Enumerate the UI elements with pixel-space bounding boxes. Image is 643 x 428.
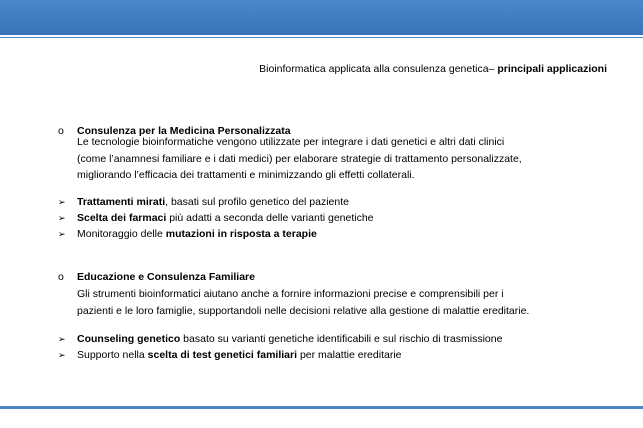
- list-item: [58, 212, 374, 224]
- paragraph-line: Le tecnologie bioinformatiche vengono utilizzate per integrare i dati genetici e altri dati clinici: [77, 136, 505, 148]
- list-item: [58, 349, 402, 361]
- item-bold-text: Scelta dei farmaci: [77, 212, 167, 224]
- slide-title-normal: Bioinformatica applicata alla consulenza genetica–: [259, 63, 498, 75]
- section-heading-family-counseling: [58, 271, 255, 283]
- footer-divider: [0, 406, 643, 409]
- arrow-bullet-icon: ➢: [58, 334, 66, 344]
- circle-bullet-icon: o: [58, 271, 64, 283]
- item-text: Monitoraggio delle: [77, 228, 166, 240]
- item-bold-text: mutazioni in risposta a terapie: [165, 228, 317, 240]
- section-paragraph: [77, 134, 522, 184]
- paragraph-line: Gli strumenti bioinformatici aiutano anche a fornire informazioni precise e comprensibili per i: [77, 288, 504, 300]
- header-divider: [0, 37, 643, 38]
- section-heading-text: Educazione e Consulenza Familiare: [77, 271, 255, 283]
- slide-title-bold: principali applicazioni: [497, 63, 607, 75]
- item-text: più adatti a seconda delle varianti genetiche: [166, 212, 374, 224]
- item-bold-text: Trattamenti mirati: [77, 196, 166, 208]
- item-text: per malattie ereditarie: [297, 349, 402, 361]
- item-text: basato su varianti genetiche identificabili e sul rischio di trasmissione: [180, 333, 503, 345]
- item-text: Supporto nella: [77, 349, 148, 361]
- arrow-bullet-icon: ➢: [58, 350, 66, 360]
- paragraph-line: migliorando l’efficacia dei trattamenti e minimizzando gli effetti collaterali.: [77, 169, 415, 181]
- item-bold-text: scelta di test genetici familiari: [147, 349, 298, 361]
- item-text: , basati sul profilo genetico del paziente: [165, 196, 349, 208]
- header-bar: [0, 0, 643, 35]
- item-bold-text: Counseling genetico: [77, 333, 181, 345]
- paragraph-line: pazienti e le loro famiglie, supportandoli nelle decisioni relative alla gestione di malattie ereditarie.: [77, 304, 530, 317]
- circle-bullet-icon: o: [58, 125, 64, 137]
- arrow-bullet-icon: ➢: [58, 229, 66, 239]
- list-item: [58, 333, 502, 345]
- paragraph-line: (come l’anamnesi familiare e i dati medici) per elaborare strategie di trattamento personalizzate,: [77, 152, 522, 165]
- section-paragraph: [77, 286, 529, 319]
- arrow-bullet-icon: ➢: [58, 197, 66, 207]
- list-item: [58, 228, 317, 240]
- section-heading-text: Consulenza per la Medicina Personalizzata: [77, 125, 291, 137]
- slide-title: [0, 63, 607, 75]
- arrow-bullet-icon: ➢: [58, 213, 66, 223]
- list-item: [58, 196, 349, 208]
